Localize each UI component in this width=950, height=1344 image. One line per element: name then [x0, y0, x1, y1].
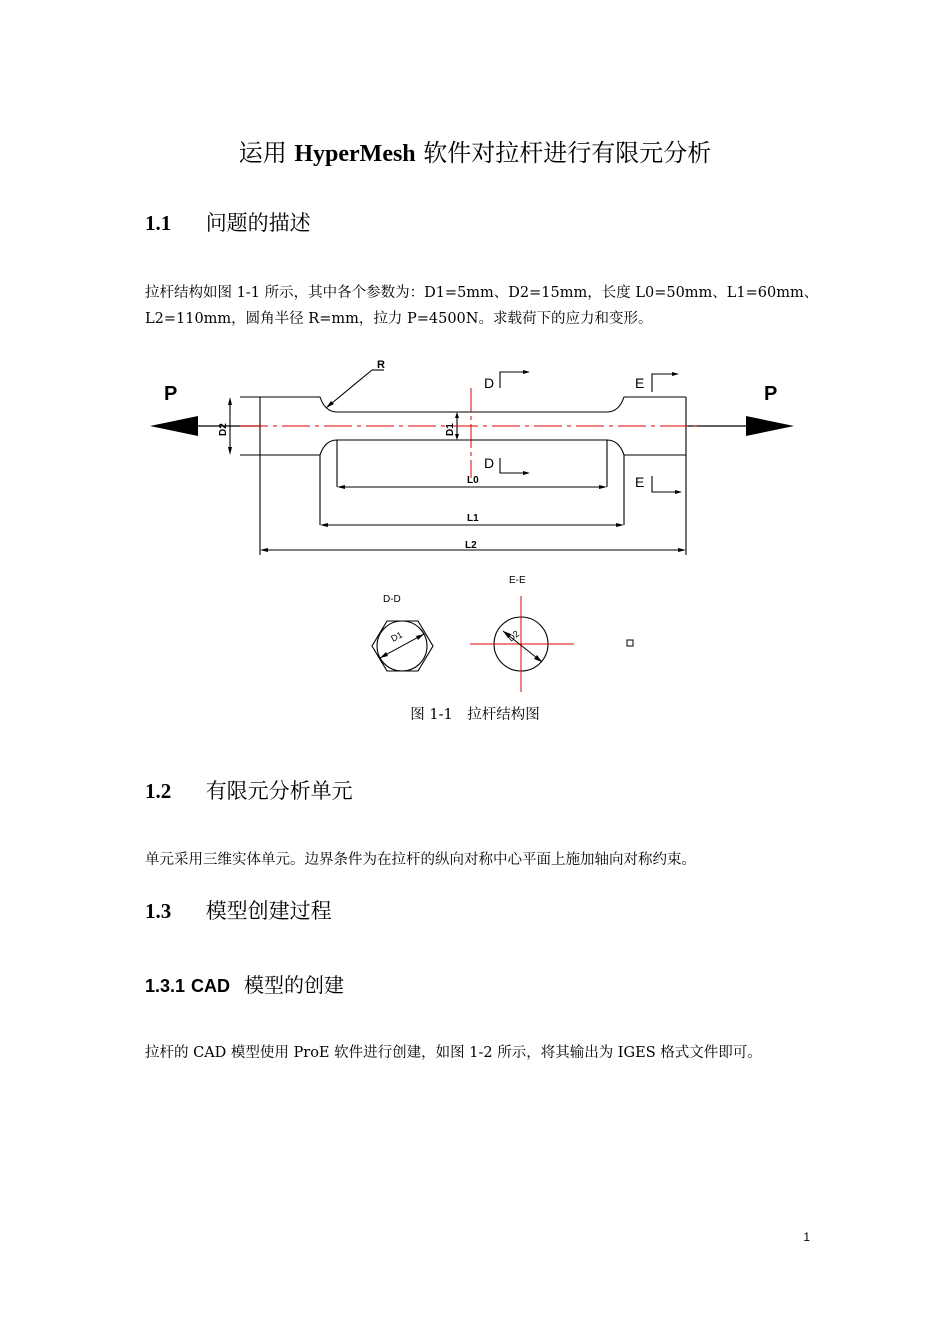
small-square-mark — [627, 640, 633, 646]
label-l1: L1 — [467, 513, 479, 524]
label-l0: L0 — [467, 475, 479, 486]
document-title: 运用 HyperMesh 软件对拉杆进行有限元分析 — [238, 139, 712, 167]
figure-caption: 图 1-1 拉杆结构图 — [410, 707, 540, 723]
label-d1: D1 — [445, 423, 456, 436]
label-section-d1: D1 — [389, 629, 405, 644]
label-d-bottom: D — [484, 455, 495, 471]
label-l2: L2 — [465, 540, 477, 551]
label-p-left: P — [164, 383, 178, 405]
label-e-bottom: E — [635, 474, 645, 490]
problem-paragraph: 拉杆结构如图 1-1 所示，其中各个参数为：D1=5mm、D2=15mm，长度 L0=50mm、L1=60mm、 L2=110mm，圆角半径 R=mm，拉力 P=4500N。求载荷下的应力和变形。 — [145, 285, 819, 327]
heading-1-3: 1.3 模型创建过程 — [145, 899, 332, 923]
element-paragraph: 单元采用三维实体单元。边界条件为在拉杆的纵向对称中心平面上施加轴向对称约束。 — [145, 852, 696, 868]
figure-tie-rod-drawing — [140, 350, 820, 700]
label-r: R — [377, 359, 385, 371]
heading-1-1: 1.1 问题的描述 — [145, 211, 311, 235]
label-section-dd: D-D — [383, 594, 401, 605]
label-e-top: E — [635, 375, 645, 391]
label-p-right: P — [764, 383, 778, 405]
label-section-ee: E-E — [509, 575, 526, 586]
label-section-d2: D2 — [505, 628, 522, 644]
heading-1-2: 1.2 有限元分析单元 — [145, 779, 353, 803]
section-view-dd — [372, 621, 433, 673]
force-arrow-right — [686, 416, 794, 436]
section-view-ee — [470, 596, 574, 692]
page-number: 1 — [803, 1230, 810, 1244]
cad-paragraph: 拉杆的 CAD 模型使用 ProE 软件进行创建，如图 1-2 所示，将其输出为 IGES 格式文件即可。 — [145, 1045, 762, 1061]
heading-1-3-1: 1.3.1 CAD 模型的创建 — [145, 973, 345, 997]
title-software: HyperMesh — [294, 141, 416, 167]
label-d2: D2 — [218, 423, 229, 436]
label-d-top: D — [484, 375, 495, 391]
